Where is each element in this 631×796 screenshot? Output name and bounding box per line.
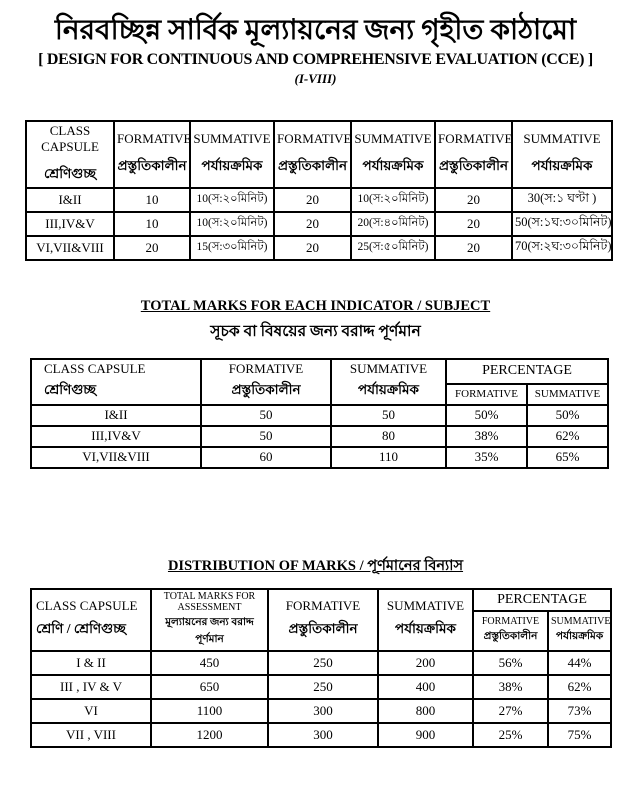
formative-cell: 300 [268,723,378,747]
formative-cell: 20 [274,212,351,236]
column-header-formative [201,359,331,405]
formative-cell: 20 [274,236,351,260]
formative-pct-cell: 25% [473,723,548,747]
formative-cell: 20 [435,236,512,260]
summative-pct-cell: 65% [527,447,608,468]
header-label-en: FORMATIVE [117,130,192,146]
formative-pct-cell: 38% [473,675,548,699]
subcolumn-header-summative-pct: SUMMATIVE [527,384,608,405]
table-row [31,699,611,723]
total-marks-cell: 650 [151,675,268,699]
summative-cell: 70(স:২ঘ:৩০মিনিট) [512,236,612,260]
page-title-bengali: নিরবচ্ছিন্ন সার্বিক মূল্যায়নের জন্য গৃহীত কাঠামো [54,15,577,46]
section-heading-en: TOTAL MARKS FOR EACH INDICATOR / SUBJECT [140,297,491,314]
summative-cell: 110 [331,447,446,468]
formative-cell: 250 [268,651,378,675]
header-label-bn: প্রস্তুতিকালীন [288,621,358,637]
class-capsule-cell: I&II [31,405,201,426]
formative-cell: 20 [435,188,512,212]
class-capsule-cell: I&II [26,188,114,212]
summative-pct-cell: 75% [548,723,611,747]
table-row [31,651,611,675]
header-label-bn: পর্যায়ক্রমিক [395,621,456,637]
header-label-en: SUMMATIVE [193,130,271,146]
table-row [26,212,612,236]
column-header-class-capsule [31,359,201,405]
class-range: (I-VIII) [294,70,337,86]
header-label-en: SUMMATIVE [386,598,465,614]
header-label-bn: পর্যায়ক্রমিক [362,157,424,173]
header-label-en: CLASS CAPSULE [44,361,146,377]
header-label-bn: পর্যায়ক্রমিক [201,157,263,173]
total-marks-cell: 450 [151,651,268,675]
class-capsule-cell: I & II [31,651,151,675]
table-header-row [31,359,608,384]
total-marks-cell: 1100 [151,699,268,723]
cce-structure-table [25,120,613,261]
header-label-en: TOTAL MARKS FOR ASSESSMENT [163,590,256,613]
header-label-en: SUMMATIVE [551,615,611,627]
column-header-summative-2 [351,121,435,188]
header-label-en: FORMATIVE [481,615,540,627]
subcolumn-header-formative-pct [473,611,548,650]
summative-cell: 10(স:২০মিনিট) [351,188,435,212]
summative-cell: 30(স:১ ঘণ্টা ) [512,188,612,212]
header-label-bn: শ্রেণিগুচ্ছ [44,382,97,398]
formative-cell: 300 [268,699,378,723]
table-row [26,236,612,260]
formative-pct-cell: 35% [446,447,527,468]
formative-cell: 50 [201,426,331,447]
class-capsule-cell: VI,VII&VIII [26,236,114,260]
section-heading-bn: সূচক বা বিষয়ের জন্য বরাদ্দ পূর্ণমান [210,322,421,340]
summative-pct-cell: 62% [548,675,611,699]
summative-cell: 25(স:৫০মিনিট) [351,236,435,260]
table-row [31,675,611,699]
formative-pct-cell: 50% [446,405,527,426]
summative-cell: 200 [378,651,473,675]
header-label-en: FORMATIVE [285,598,361,614]
column-header-summative-3 [512,121,612,188]
column-header-formative-3 [435,121,512,188]
header-label-bn: প্রস্তুতিকালীন [483,630,538,642]
header-label-bn: পর্যায়ক্রমিক [531,157,593,173]
table-header-row [31,589,611,612]
summative-pct-cell: 44% [548,651,611,675]
header-label-en: CLASS CAPSULE [41,122,99,154]
header-label-bn: পর্যায়ক্রমিক [358,382,419,398]
class-capsule-cell: VI [31,699,151,723]
page-title-english: [ DESIGN FOR CONTINUOUS AND COMPREHENSIVE EVALUATION (CCE) ] [38,50,593,68]
formative-cell: 20 [274,188,351,212]
header-label-en: CLASS CAPSULE [36,598,138,614]
formative-pct-cell: 56% [473,651,548,675]
column-header-total-marks [151,589,268,651]
header-label-bn: প্রস্তুতিকালীন [438,157,509,173]
header-label-en: SUMMATIVE [349,361,428,377]
section-heading-label: DISTRIBUTION OF MARKS / পূর্ণমানের বিন্যাস [167,557,464,574]
header-label-en: FORMATIVE [277,130,352,146]
table-row [31,447,608,468]
header-label-bn: প্রস্তুতিকালীন [277,157,348,173]
total-marks-table [30,358,609,469]
class-capsule-cell: III,IV&V [31,426,201,447]
formative-cell: 10 [114,212,190,236]
distribution-of-marks-table [30,588,612,748]
column-header-percentage: PERCENTAGE [473,589,611,612]
table-row [31,426,608,447]
formative-cell: 20 [114,236,190,260]
header-label-bn: পর্যায়ক্রমিক [555,630,604,642]
header-label-bn: মূল্যায়নের জন্য বরাদ্দ পূর্ণমান [165,616,254,645]
column-header-formative-1 [114,121,190,188]
section-heading-distribution [0,555,631,579]
summative-pct-cell: 73% [548,699,611,723]
summative-cell: 80 [331,426,446,447]
summative-cell: 800 [378,699,473,723]
header-label-en: FORMATIVE [438,130,513,146]
table-header-row [26,121,612,188]
column-header-percentage: PERCENTAGE [446,359,608,384]
summative-cell: 400 [378,675,473,699]
summative-cell: 50 [331,405,446,426]
summative-cell: 900 [378,723,473,747]
table-row [31,405,608,426]
summative-pct-cell: 62% [527,426,608,447]
formative-cell: 20 [435,212,512,236]
class-capsule-cell: VI,VII&VIII [31,447,201,468]
formative-cell: 10 [114,188,190,212]
column-header-summative [331,359,446,405]
summative-cell: 10(স:২০মিনিট) [190,212,274,236]
header-label-bn: শ্রেণি / শ্রেণিগুচ্ছ [36,621,126,637]
formative-cell: 60 [201,447,331,468]
class-capsule-cell: III , IV & V [31,675,151,699]
summative-cell: 50(স:১ঘ:৩০মিনিট) [512,212,612,236]
class-capsule-cell: VII , VIII [31,723,151,747]
header-label-en: FORMATIVE [228,361,304,377]
summative-cell: 10(স:২০মিনিট) [190,188,274,212]
formative-cell: 50 [201,405,331,426]
class-capsule-cell: III,IV&V [26,212,114,236]
formative-pct-cell: 38% [446,426,527,447]
column-header-class-capsule [26,121,114,188]
section-heading-total-marks [0,298,631,345]
column-header-class-capsule [31,589,151,651]
column-header-formative [268,589,378,651]
header-label-bn: প্রস্তুতিকালীন [231,382,301,398]
table-row [26,188,612,212]
table-row [31,723,611,747]
total-marks-cell: 1200 [151,723,268,747]
formative-pct-cell: 27% [473,699,548,723]
formative-cell: 250 [268,675,378,699]
summative-cell: 20(স:৪০মিনিট) [351,212,435,236]
header-label-en: SUMMATIVE [354,130,432,146]
document-page [0,14,631,796]
subcolumn-header-summative-pct [548,611,611,650]
column-header-summative [378,589,473,651]
header-label-en: SUMMATIVE [523,130,601,146]
header-label-bn: শ্রেণিগুচ্ছ [43,165,97,181]
header-label-bn: প্রস্তুতিকালীন [117,157,187,173]
subcolumn-header-formative-pct: FORMATIVE [446,384,527,405]
column-header-summative-1 [190,121,274,188]
summative-pct-cell: 50% [527,405,608,426]
column-header-formative-2 [274,121,351,188]
summative-cell: 15(স:৩০মিনিট) [190,236,274,260]
